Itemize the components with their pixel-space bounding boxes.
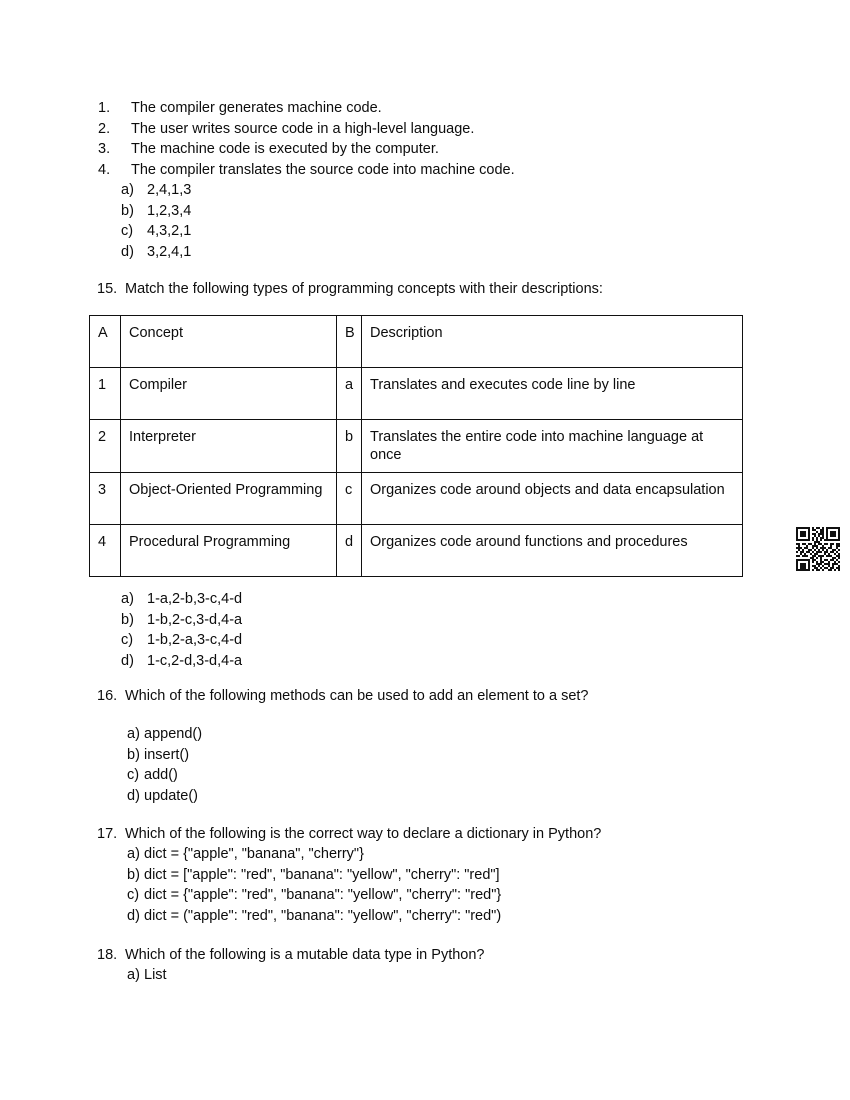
answer-option[interactable] <box>121 242 718 263</box>
answer-option-key: b) <box>127 746 140 763</box>
list-item-number: 3. <box>98 141 111 157</box>
table-cell-description: Translates and executes code line by line <box>362 368 743 420</box>
table-cell-concept: Procedural Programming <box>121 525 337 577</box>
table-cell-index-a: 1 <box>90 368 121 420</box>
answer-option-key: b) <box>127 866 140 883</box>
answer-option[interactable] <box>127 865 501 886</box>
question-17-options <box>127 844 501 926</box>
answer-option-key: c) <box>121 632 134 648</box>
answer-option-key: a) <box>127 967 140 983</box>
question-text: Which of the following methods can be used to add an element to a set? <box>125 688 589 704</box>
answer-option-value: 1-a,2-b,3-c,4-d <box>147 591 243 607</box>
table-row <box>90 473 743 525</box>
answer-option-key: d) <box>121 243 134 260</box>
table-header-cell-b: B <box>337 316 362 368</box>
answer-option-value: List <box>144 967 167 983</box>
answer-option-key: a) <box>121 591 134 607</box>
answer-option-value: append() <box>144 726 203 742</box>
list-item <box>98 98 718 119</box>
table-header-row <box>90 316 743 368</box>
table-cell-index-b: a <box>337 368 362 420</box>
answer-option-key: c) <box>127 887 140 903</box>
answer-option-value: 3,2,4,1 <box>147 243 192 260</box>
answer-option[interactable] <box>121 610 242 631</box>
answer-option[interactable] <box>127 885 501 906</box>
answer-option-key: b) <box>121 611 134 628</box>
table-cell-concept: Interpreter <box>121 420 337 473</box>
answer-option-value: dict = {"apple", "banana", "cherry"} <box>144 846 364 862</box>
answer-option[interactable] <box>121 221 718 242</box>
answer-option[interactable] <box>121 651 242 672</box>
table-cell-description: Translates the entire code into machine language at once <box>362 420 743 473</box>
list-item <box>98 160 718 181</box>
answer-option-value: update() <box>144 787 199 804</box>
sequence-list-options <box>98 180 718 262</box>
table-cell-concept: Compiler <box>121 368 337 420</box>
table-cell-index-b: b <box>337 420 362 473</box>
qr-code-icon <box>796 527 840 571</box>
question-16-stem <box>97 686 588 707</box>
question-18-options <box>127 965 167 986</box>
question-16-options <box>127 724 202 806</box>
answer-option-value: 1-c,2-d,3-d,4-a <box>147 652 243 669</box>
answer-option-value: dict = ["apple": "red", "banana": "yellow", "cherry": "red"] <box>144 866 500 883</box>
table-header-cell-description: Description <box>362 316 743 368</box>
table-cell-index-b: d <box>337 525 362 577</box>
list-item-number: 4. <box>98 161 111 178</box>
answer-option-key: a) <box>127 726 140 742</box>
question-17-stem <box>97 824 601 845</box>
answer-option-value: 1-b,2-a,3-c,4-d <box>147 632 243 648</box>
answer-option[interactable] <box>121 180 718 201</box>
list-item-text: The compiler translates the source code into machine code. <box>131 161 515 178</box>
table-cell-index-a: 3 <box>90 473 121 525</box>
question-number: 16. <box>97 688 118 704</box>
answer-option-key: d) <box>127 907 140 924</box>
table-cell-description: Organizes code around objects and data encapsulation <box>362 473 743 525</box>
answer-option[interactable] <box>127 724 202 745</box>
question-15-options <box>121 589 242 671</box>
question-number: 15. <box>97 281 118 297</box>
question-15-stem <box>97 279 603 300</box>
answer-option-key: d) <box>121 652 134 669</box>
answer-option-key: a) <box>121 182 134 198</box>
question-text: Which of the following is the correct way to declare a dictionary in Python? <box>125 826 602 842</box>
answer-option[interactable] <box>127 844 501 865</box>
question-text: Match the following types of programming concepts with their descriptions: <box>125 281 603 297</box>
answer-option-key: d) <box>127 787 140 804</box>
answer-option[interactable] <box>121 630 242 651</box>
answer-option[interactable] <box>127 745 202 766</box>
matching-table <box>89 315 743 577</box>
table-cell-description: Organizes code around functions and procedures <box>362 525 743 577</box>
question-text: Which of the following is a mutable data type in Python? <box>125 947 485 963</box>
list-item-text: The compiler generates machine code. <box>131 100 382 116</box>
answer-option-key: c) <box>121 223 134 239</box>
table-cell-concept: Object-Oriented Programming <box>121 473 337 525</box>
answer-option-value: 2,4,1,3 <box>147 182 192 198</box>
table-cell-index-b: c <box>337 473 362 525</box>
answer-option[interactable] <box>127 906 501 927</box>
answer-option[interactable] <box>127 765 202 786</box>
question-number: 17. <box>97 826 118 842</box>
answer-option[interactable] <box>121 589 242 610</box>
answer-option-value: add() <box>144 767 178 783</box>
table-cell-index-a: 4 <box>90 525 121 577</box>
answer-option-value: dict = {"apple": "red", "banana": "yellow", "cherry": "red"} <box>144 887 502 903</box>
answer-option-key: a) <box>127 846 140 862</box>
answer-option[interactable] <box>121 201 718 222</box>
answer-option-key: b) <box>121 202 134 219</box>
table-header-cell-a: A <box>90 316 121 368</box>
table-cell-index-a: 2 <box>90 420 121 473</box>
table-row <box>90 368 743 420</box>
answer-option-value: 4,3,2,1 <box>147 223 192 239</box>
sequence-list <box>98 98 718 262</box>
list-item-number: 2. <box>98 120 111 137</box>
answer-option[interactable] <box>127 786 202 807</box>
list-item-text: The machine code is executed by the computer. <box>131 141 439 157</box>
list-item <box>98 139 718 160</box>
table-header-cell-concept: Concept <box>121 316 337 368</box>
table-row <box>90 525 743 577</box>
question-18-stem <box>97 945 484 966</box>
list-item <box>98 119 718 140</box>
list-item-text: The user writes source code in a high-level language. <box>131 120 475 137</box>
answer-option-key: c) <box>127 767 140 783</box>
list-item-number: 1. <box>98 100 111 116</box>
answer-option-value: 1,2,3,4 <box>147 202 192 219</box>
answer-option[interactable] <box>127 965 167 986</box>
table-row <box>90 420 743 473</box>
answer-option-value: 1-b,2-c,3-d,4-a <box>147 611 243 628</box>
answer-option-value: dict = ("apple": "red", "banana": "yellow", "cherry": "red") <box>144 907 502 924</box>
answer-option-value: insert() <box>144 746 190 763</box>
question-number: 18. <box>97 947 118 963</box>
